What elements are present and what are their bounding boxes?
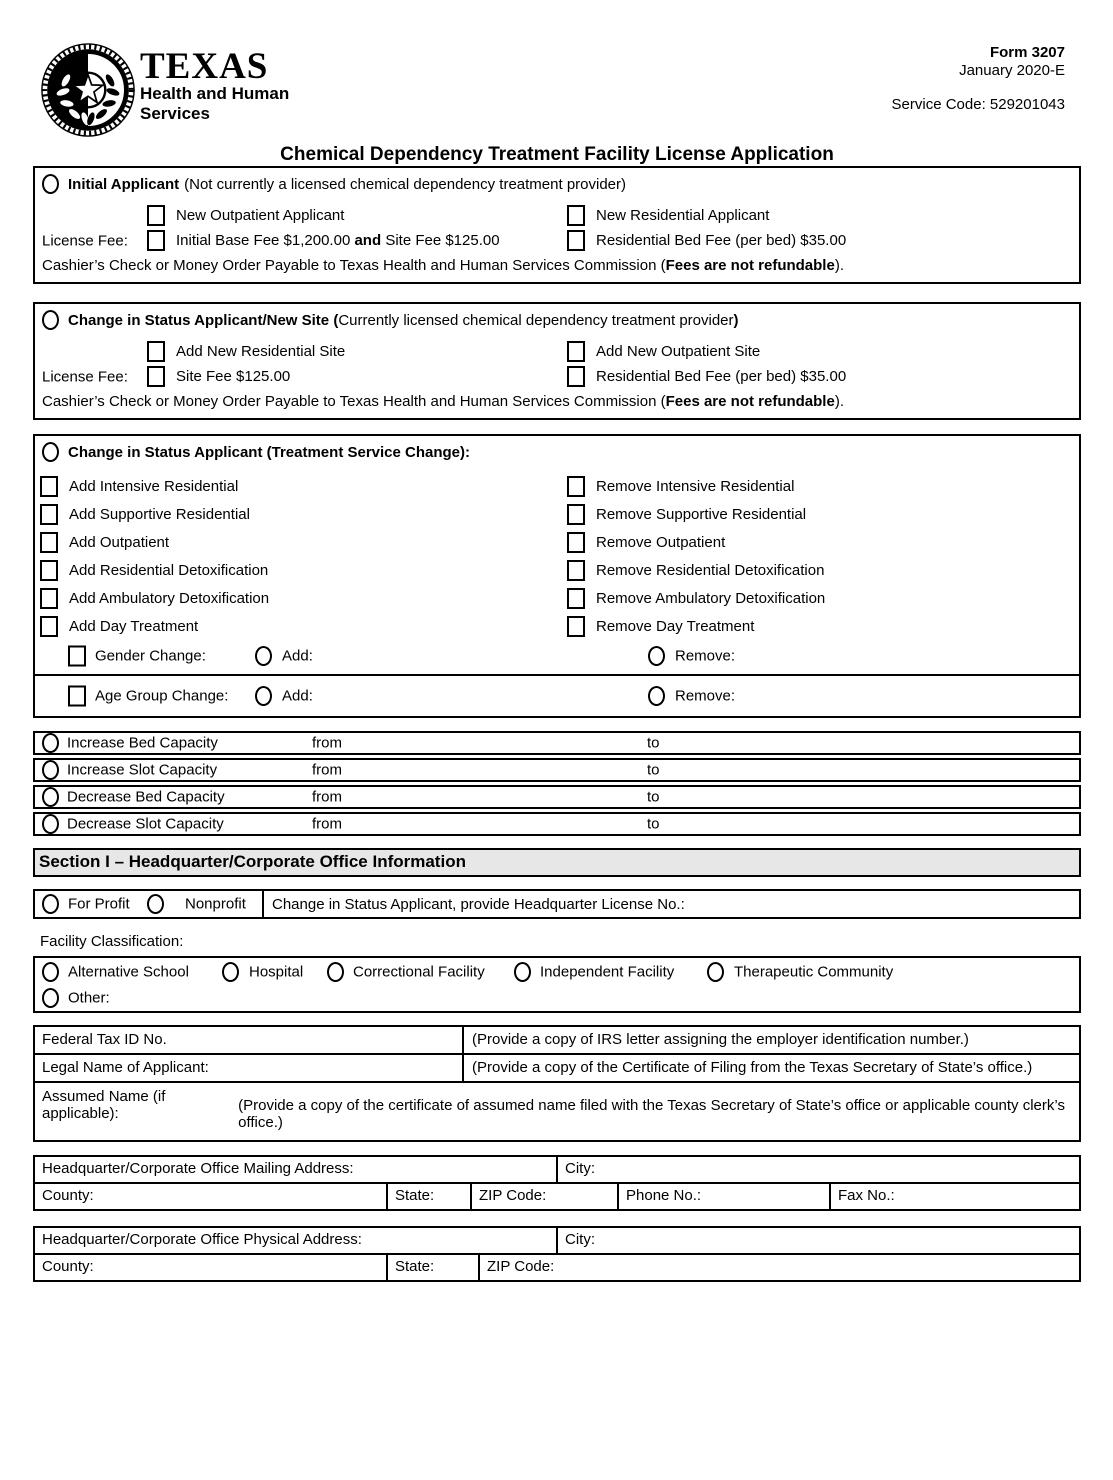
from-label: from xyxy=(312,815,342,833)
add-outpatient-checkbox[interactable] xyxy=(40,532,58,553)
therapeutic-community-label: Therapeutic Community xyxy=(734,963,894,980)
physical-detail-row xyxy=(35,1255,1079,1280)
page-header xyxy=(33,40,1081,144)
remove-intensive-residential-checkbox[interactable] xyxy=(567,476,585,497)
remove-service-option xyxy=(567,560,1079,581)
facility-classification-label: Facility Classification: xyxy=(40,933,184,950)
facility-options-row xyxy=(35,958,1079,985)
add-residential-site-label: Add New Residential Site xyxy=(176,343,346,360)
form-date: January 2020-E xyxy=(959,62,1065,79)
increase-slot-capacity-row xyxy=(33,758,1081,782)
remove-residential-detox-checkbox[interactable] xyxy=(567,560,585,581)
gender-change-label: Gender Change: xyxy=(95,647,206,664)
facility-classification-box xyxy=(33,956,1081,1013)
gender-remove-radio[interactable] xyxy=(648,646,665,666)
section1-heading: Section I – Headquarter/Corporate Office Information xyxy=(33,848,1081,877)
other-facility-label: Other: xyxy=(68,989,110,1007)
logo-subline-1: Health and Human xyxy=(140,84,290,103)
increase-bed-capacity-radio[interactable] xyxy=(42,733,59,753)
change-status-new-site-header xyxy=(35,304,1079,331)
new-residential-option xyxy=(567,205,1079,226)
site-fee-label: Site Fee $125.00 xyxy=(176,368,291,385)
bed-fee-option xyxy=(567,230,1079,251)
profit-options xyxy=(35,891,262,917)
age-group-change-row xyxy=(35,676,1079,716)
option-label: Remove Supportive Residential xyxy=(596,506,807,523)
assumed-name-field: Assumed Name (if applicable): xyxy=(42,1088,166,1122)
new-outpatient-option xyxy=(147,205,567,226)
mailing-address-table xyxy=(33,1155,1081,1211)
bed-fee-option-2 xyxy=(567,366,1079,387)
option-label: Remove Ambulatory Detoxification xyxy=(596,590,826,607)
form-page xyxy=(33,40,1081,1282)
new-outpatient-checkbox[interactable] xyxy=(147,205,165,226)
add-supportive-residential-checkbox[interactable] xyxy=(40,504,58,525)
option-label: Remove Intensive Residential xyxy=(596,478,795,495)
mailing-address-field: Headquarter/Corporate Office Mailing Address: xyxy=(35,1157,558,1182)
hospital-label: Hospital xyxy=(249,963,304,980)
site-fee-option xyxy=(147,366,567,387)
applicant-type-row xyxy=(35,205,1079,226)
option-label: Add Residential Detoxification xyxy=(69,562,269,579)
increase-bed-capacity-row xyxy=(33,731,1081,755)
mailing-county-field: County: xyxy=(35,1184,388,1209)
gender-change-row xyxy=(35,637,1079,676)
physical-address-row xyxy=(35,1228,1079,1255)
remove-service-option xyxy=(567,616,1079,637)
add-service-option xyxy=(40,588,567,609)
initial-applicant-section xyxy=(33,166,1081,284)
treatment-service-change-label: Change in Status Applicant (Treatment Service Change): xyxy=(68,443,471,461)
legal-name-row xyxy=(35,1055,1079,1083)
treatment-service-change-section xyxy=(33,434,1081,718)
for-profit-label: For Profit xyxy=(68,895,130,913)
base-fee-checkbox[interactable] xyxy=(147,230,165,251)
add-outpatient-site-option xyxy=(567,341,1079,362)
decrease-slot-capacity-radio[interactable] xyxy=(42,814,59,834)
alternative-school-radio[interactable] xyxy=(42,962,59,982)
mailing-detail-row xyxy=(35,1184,1079,1209)
option-label: Add Supportive Residential xyxy=(69,506,250,523)
increase-slot-capacity-radio[interactable] xyxy=(42,760,59,780)
physical-state-field: State: xyxy=(388,1255,480,1280)
gender-change-checkbox[interactable] xyxy=(68,645,86,666)
add-outpatient-site-label: Add New Outpatient Site xyxy=(596,343,761,360)
gender-add-label: Add: xyxy=(282,647,313,664)
hq-license-label: Change in Status Applicant, provide Headquarter License No.: xyxy=(272,895,685,913)
license-fee-row xyxy=(35,230,1079,251)
physical-city-field: City: xyxy=(565,1231,595,1248)
change-status-new-site-radio[interactable] xyxy=(42,310,59,330)
add-residential-site-option xyxy=(147,341,567,362)
add-residential-site-checkbox[interactable] xyxy=(147,341,165,362)
add-intensive-residential-checkbox[interactable] xyxy=(40,476,58,497)
nonprofit-radio[interactable] xyxy=(147,894,164,914)
profit-status-row xyxy=(33,889,1081,919)
logo-texas-wordmark: TEXAS xyxy=(140,46,269,87)
increase-bed-capacity-label: Increase Bed Capacity xyxy=(67,734,218,752)
site-fee-checkbox[interactable] xyxy=(147,366,165,387)
to-label: to xyxy=(647,734,660,752)
legal-name-note: (Provide a copy of the Certificate of Filing from the Texas Secretary of State’s office.) xyxy=(472,1059,1033,1076)
bed-fee-checkbox[interactable] xyxy=(567,230,585,251)
remove-supportive-residential-checkbox[interactable] xyxy=(567,504,585,525)
change-status-new-site-label: Change in Status Applicant/New Site (Currently licensed chemical dependency treatment provider) xyxy=(68,311,739,329)
cashier-note-2: Cashier’s Check or Money Order Payable to Texas Health and Human Services Commission (Fees are not refundable). xyxy=(42,393,844,410)
treatment-service-change-header xyxy=(35,436,1079,463)
remove-service-option xyxy=(567,532,1079,553)
agency-logo-text xyxy=(140,46,290,124)
remove-outpatient-checkbox[interactable] xyxy=(567,532,585,553)
physical-address-field: Headquarter/Corporate Office Physical Address: xyxy=(35,1228,558,1253)
option-label: Add Ambulatory Detoxification xyxy=(69,590,270,607)
add-service-option xyxy=(40,616,567,637)
decrease-bed-capacity-label: Decrease Bed Capacity xyxy=(67,788,225,806)
add-day-treatment-checkbox[interactable] xyxy=(40,616,58,637)
option-label: Remove Day Treatment xyxy=(596,618,755,635)
new-site-type-row xyxy=(35,341,1079,362)
add-ambulatory-detox-checkbox[interactable] xyxy=(40,588,58,609)
independent-facility-radio[interactable] xyxy=(514,962,531,982)
for-profit-radio[interactable] xyxy=(42,894,59,914)
decrease-bed-capacity-radio[interactable] xyxy=(42,787,59,807)
new-residential-label: New Residential Applicant xyxy=(596,207,770,224)
mailing-address-row xyxy=(35,1157,1079,1184)
from-label: from xyxy=(312,761,342,779)
option-label: Add Intensive Residential xyxy=(69,478,239,495)
decrease-slot-capacity-label: Decrease Slot Capacity xyxy=(67,815,224,833)
initial-applicant-radio[interactable] xyxy=(42,174,59,194)
treatment-service-change-radio[interactable] xyxy=(42,442,59,462)
age-add-radio[interactable] xyxy=(255,686,272,706)
independent-facility-label: Independent Facility xyxy=(540,963,675,980)
age-remove-radio[interactable] xyxy=(648,686,665,706)
license-fee-row-2 xyxy=(35,366,1079,387)
form-number: Form 3207 xyxy=(989,44,1065,61)
alternative-school-label: Alternative School xyxy=(68,963,189,980)
correctional-facility-label: Correctional Facility xyxy=(353,963,485,980)
base-fee-option xyxy=(147,230,567,251)
remove-day-treatment-checkbox[interactable] xyxy=(567,616,585,637)
federal-tax-row xyxy=(35,1027,1079,1055)
increase-slot-capacity-label: Increase Slot Capacity xyxy=(67,761,218,779)
license-fee-label-2: License Fee: xyxy=(42,368,128,385)
remove-service-option xyxy=(567,588,1079,609)
mailing-state-field: State: xyxy=(388,1184,472,1209)
age-add-label: Add: xyxy=(282,687,313,705)
to-label: to xyxy=(647,788,660,806)
base-fee-label: Initial Base Fee $1,200.00 and Site Fee $125.00 xyxy=(176,232,500,249)
add-service-option xyxy=(40,476,567,497)
change-status-new-site-section xyxy=(33,302,1081,420)
assumed-name-row xyxy=(35,1083,1079,1140)
to-label: to xyxy=(647,761,660,779)
federal-tax-id-note: (Provide a copy of IRS letter assigning the employer identification number.) xyxy=(472,1031,969,1048)
texas-hhs-seal-logo xyxy=(40,42,136,138)
from-label: from xyxy=(312,734,342,752)
nonprofit-label: Nonprofit xyxy=(185,895,246,913)
option-label: Add Outpatient xyxy=(69,534,170,551)
license-fee-label: License Fee: xyxy=(42,232,128,249)
age-remove-label: Remove: xyxy=(675,687,736,705)
correctional-facility-radio[interactable] xyxy=(327,962,344,982)
physical-county-field: County: xyxy=(35,1255,388,1280)
gender-remove-label: Remove: xyxy=(675,647,736,664)
add-service-option xyxy=(40,560,567,581)
add-residential-detox-checkbox[interactable] xyxy=(40,560,58,581)
add-outpatient-site-checkbox[interactable] xyxy=(567,341,585,362)
mailing-phone-field: Phone No.: xyxy=(619,1184,831,1209)
add-service-option xyxy=(40,504,567,525)
remove-ambulatory-detox-checkbox[interactable] xyxy=(567,588,585,609)
mailing-fax-field: Fax No.: xyxy=(838,1187,895,1204)
logo-subline-2: Services xyxy=(140,104,210,123)
legal-name-field: Legal Name of Applicant: xyxy=(35,1055,464,1081)
facility-other-row xyxy=(35,985,1079,1011)
service-code: Service Code: 529201043 xyxy=(891,96,1065,113)
remove-service-option xyxy=(567,476,1079,497)
age-group-change-checkbox[interactable] xyxy=(68,686,86,707)
federal-tax-id-field: Federal Tax ID No. xyxy=(35,1027,464,1053)
mailing-city-field: City: xyxy=(565,1160,595,1177)
new-residential-checkbox[interactable] xyxy=(567,205,585,226)
form-meta xyxy=(892,44,1065,114)
decrease-slot-capacity-row xyxy=(33,812,1081,836)
hospital-radio[interactable] xyxy=(222,962,239,982)
cashier-note: Cashier’s Check or Money Order Payable to Texas Health and Human Services Commission (Fees are not refundable). xyxy=(42,257,844,274)
applicant-identity-table xyxy=(33,1025,1081,1142)
add-service-option xyxy=(40,532,567,553)
therapeutic-community-radio[interactable] xyxy=(707,962,724,982)
option-label: Remove Residential Detoxification xyxy=(596,562,825,579)
bed-fee-label-2: Residential Bed Fee (per bed) $35.00 xyxy=(596,368,847,385)
decrease-bed-capacity-row xyxy=(33,785,1081,809)
bed-fee-label: Residential Bed Fee (per bed) $35.00 xyxy=(596,232,847,249)
physical-address-table xyxy=(33,1226,1081,1282)
mailing-zip-field: ZIP Code: xyxy=(472,1184,619,1209)
physical-zip-field: ZIP Code: xyxy=(487,1258,555,1275)
option-label: Add Day Treatment xyxy=(69,618,199,635)
remove-service-option xyxy=(567,504,1079,525)
age-group-change-label: Age Group Change: xyxy=(95,687,229,705)
to-label: to xyxy=(647,815,660,833)
gender-add-radio[interactable] xyxy=(255,646,272,666)
other-facility-radio[interactable] xyxy=(42,988,59,1008)
hq-license-field xyxy=(262,891,1079,917)
initial-applicant-header xyxy=(35,168,1079,195)
new-outpatient-label: New Outpatient Applicant xyxy=(176,207,345,224)
bed-fee-checkbox-2[interactable] xyxy=(567,366,585,387)
form-title: Chemical Dependency Treatment Facility License Application xyxy=(280,144,834,165)
assumed-name-note: (Provide a copy of the certificate of assumed name filed with the Texas Secretary of State’s office or applicable county clerk’s office.) xyxy=(238,1097,1065,1131)
option-label: Remove Outpatient xyxy=(596,534,726,551)
service-change-options xyxy=(35,476,1079,637)
initial-applicant-label: Initial Applicant (Not currently a licensed chemical dependency treatment provider) xyxy=(68,175,627,193)
from-label: from xyxy=(312,788,342,806)
